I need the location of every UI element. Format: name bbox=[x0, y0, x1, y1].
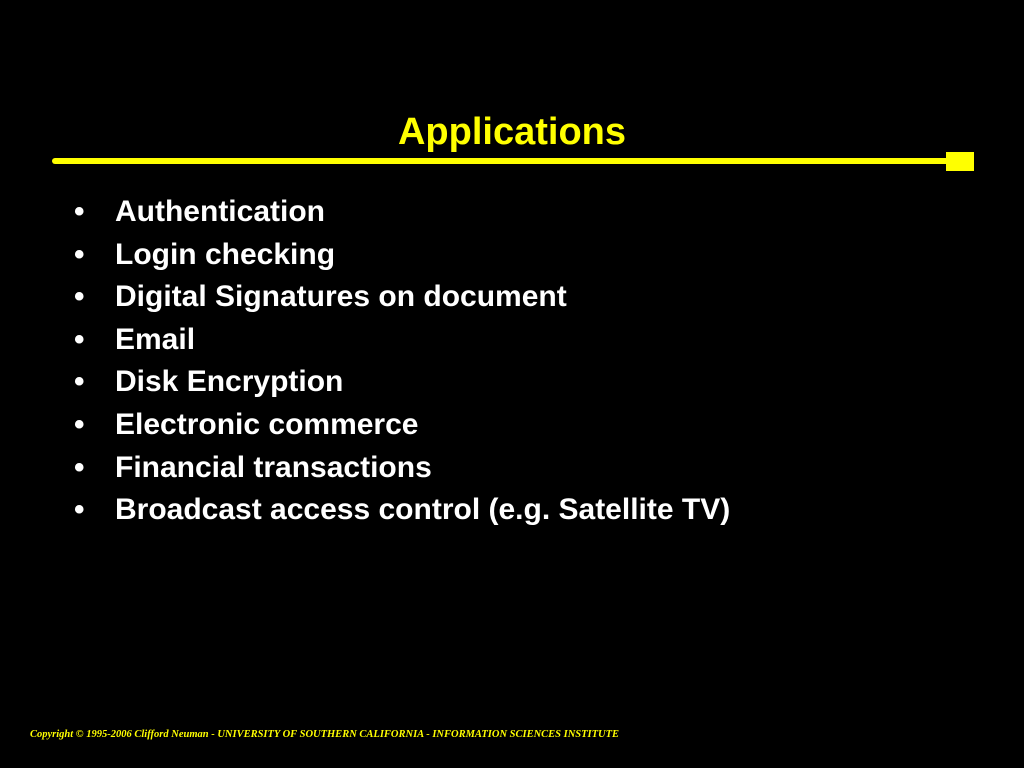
bullet-icon: • bbox=[74, 280, 85, 314]
bullet-text: Broadcast access control (e.g. Satellite TV) bbox=[115, 493, 731, 527]
bullet-text: Electronic commerce bbox=[115, 407, 419, 441]
bullet-icon: • bbox=[74, 450, 85, 484]
bullet-icon: • bbox=[74, 407, 85, 441]
slide-title: Applications bbox=[397, 111, 627, 153]
title-underline bbox=[52, 158, 952, 164]
title-underline-end-block bbox=[946, 152, 974, 171]
bullet-icon: • bbox=[74, 195, 85, 228]
bullet-text: Authentication bbox=[115, 195, 325, 228]
bullet-text: Financial transactions bbox=[115, 450, 432, 484]
copyright-footer: Copyright © 1995-2006 Clifford Neuman - UNIVERSITY OF SOUTHERN CALIFORNIA - INFORMATION SCIENCES INSTITUTE bbox=[30, 729, 620, 740]
bullet-text: Digital Signatures on document bbox=[115, 280, 567, 314]
bullet-text: Login checking bbox=[115, 237, 336, 271]
bullet-icon: • bbox=[74, 365, 85, 399]
bullet-icon: • bbox=[74, 237, 85, 271]
bullet-icon: • bbox=[74, 493, 85, 527]
bullet-text: Email bbox=[115, 322, 196, 356]
bullet-icon: • bbox=[74, 322, 85, 356]
bullet-text: Disk Encryption bbox=[115, 365, 344, 399]
